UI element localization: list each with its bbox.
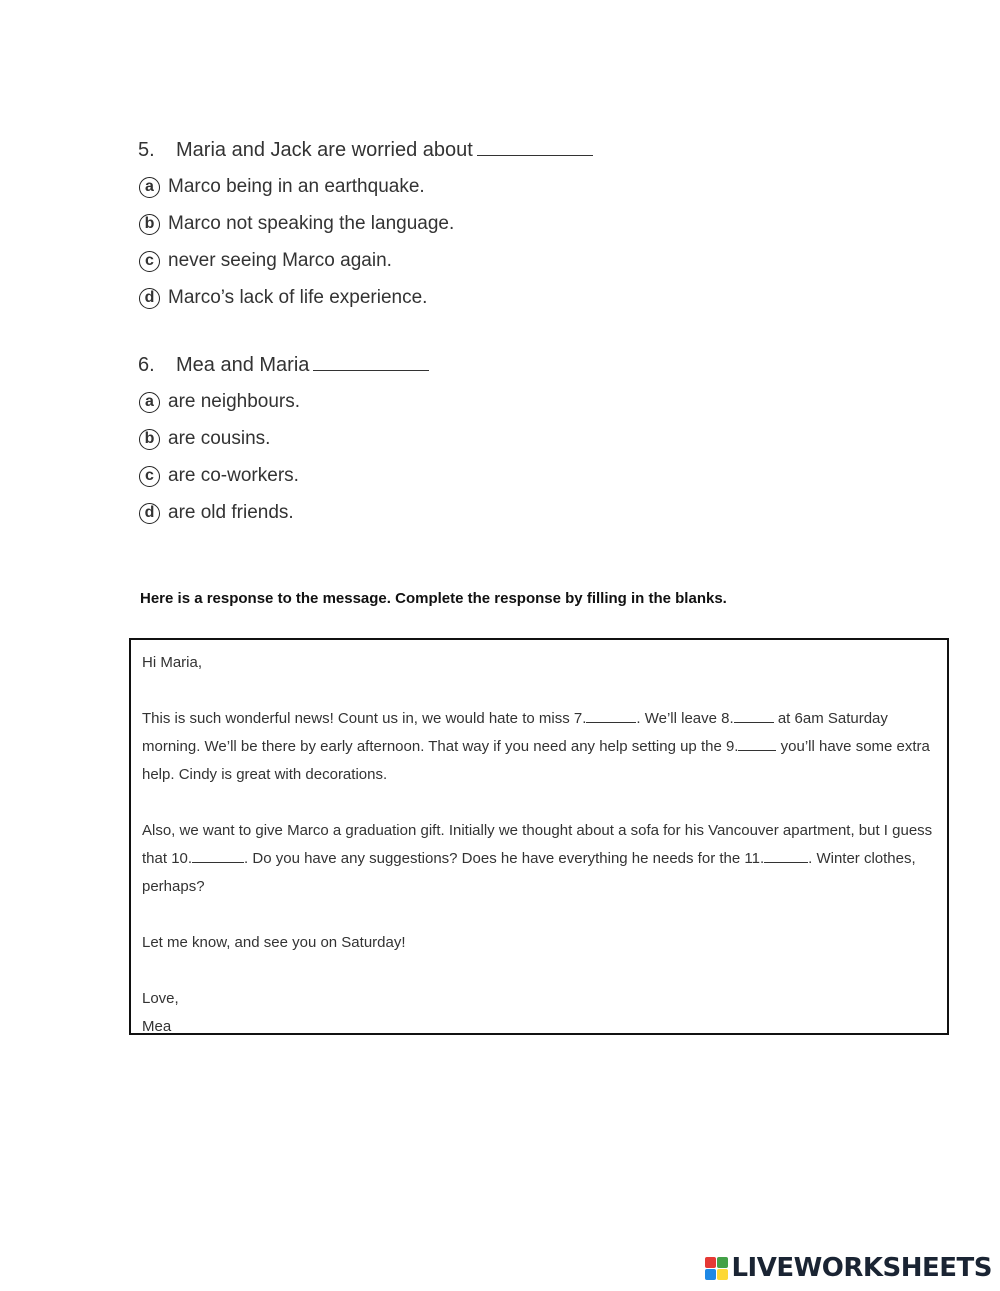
logo-block <box>717 1257 728 1268</box>
option-text: Marco not speaking the language. <box>168 213 455 234</box>
question-number: 6. <box>138 354 155 376</box>
question-5 <box>138 137 593 311</box>
question-stem <box>138 352 429 378</box>
letter-closing: Love, <box>142 990 179 1007</box>
answer-blank[interactable] <box>477 137 593 156</box>
letter-signature: Mea <box>142 1018 172 1035</box>
letter-text: . Winter clothes, perhaps? <box>142 850 916 895</box>
option-c[interactable] <box>138 463 429 489</box>
question-text: Mea and Maria <box>176 354 310 376</box>
option-d[interactable] <box>138 285 593 311</box>
blank-number-7: 7. <box>573 710 587 727</box>
option-letter-circle: a <box>139 392 160 413</box>
option-text: Marco being in an earthquake. <box>168 176 425 197</box>
letter-greeting: Hi Maria, <box>142 654 203 671</box>
response-letter-box <box>129 638 949 1035</box>
logo-block <box>717 1269 728 1280</box>
instruction-text: Here is a response to the message. Complete the response by filling in the blanks. <box>140 590 727 607</box>
option-letter-circle: d <box>139 503 160 524</box>
logo-text: LIVEWORKSHEETS <box>731 1253 992 1283</box>
option-text: are neighbours. <box>168 391 301 412</box>
option-c[interactable] <box>138 248 593 274</box>
option-text: are cousins. <box>168 428 271 449</box>
blank-number-10: 10. <box>171 850 193 867</box>
letter-paragraph-1 <box>142 705 937 789</box>
option-b[interactable] <box>138 426 429 452</box>
option-d[interactable] <box>138 500 429 526</box>
blank-11[interactable] <box>764 848 808 863</box>
question-6 <box>138 352 429 526</box>
option-letter-circle: c <box>139 466 160 487</box>
question-stem <box>138 137 593 163</box>
option-letter-circle: b <box>139 214 160 235</box>
letter-text: . We’ll leave <box>636 710 722 727</box>
logo-block <box>705 1257 716 1268</box>
option-letter-circle: b <box>139 429 160 450</box>
letter-text: at 6am Saturday morning. We’ll be there by early afternoon. That way if you need any help setting up the <box>142 710 888 755</box>
logo-block <box>705 1269 716 1280</box>
blank-9[interactable] <box>738 736 776 751</box>
letter-text: . Do you have any suggestions? Does he have everything he needs for the <box>244 850 745 867</box>
option-text: are co-workers. <box>168 465 299 486</box>
blank-8[interactable] <box>734 708 774 723</box>
option-letter-circle: c <box>139 251 160 272</box>
question-number: 5. <box>138 139 155 161</box>
option-a[interactable] <box>138 389 429 415</box>
question-text: Maria and Jack are worried about <box>176 139 473 161</box>
blank-7[interactable] <box>586 708 636 723</box>
letter-text: Also, we want to give Marco a graduation gift. Initially we thought about a sofa for his Vancouver apartment, but I guess that <box>142 822 933 867</box>
letter-text: you’ll have some extra help. Cindy is great with decorations. <box>142 738 930 783</box>
option-letter-circle: d <box>139 288 160 309</box>
option-text: never seeing Marco again. <box>168 250 392 271</box>
blank-number-9: 9. <box>725 738 739 755</box>
option-b[interactable] <box>138 211 593 237</box>
option-text: are old friends. <box>168 502 294 523</box>
letter-paragraph-2 <box>142 817 937 901</box>
liveworksheets-logo <box>705 1253 992 1283</box>
letter-paragraph-3: Let me know, and see you on Saturday! <box>142 934 406 951</box>
blank-10[interactable] <box>192 848 244 863</box>
option-letter-circle: a <box>139 177 160 198</box>
option-text: Marco’s lack of life experience. <box>168 287 428 308</box>
answer-blank[interactable] <box>313 352 429 371</box>
option-a[interactable] <box>138 174 593 200</box>
letter-text: This is such wonderful news! Count us in, we would hate to miss <box>142 710 574 727</box>
logo-blocks-icon <box>705 1257 728 1280</box>
blank-number-8: 8. <box>721 710 734 727</box>
blank-number-11: 11. <box>744 850 765 867</box>
